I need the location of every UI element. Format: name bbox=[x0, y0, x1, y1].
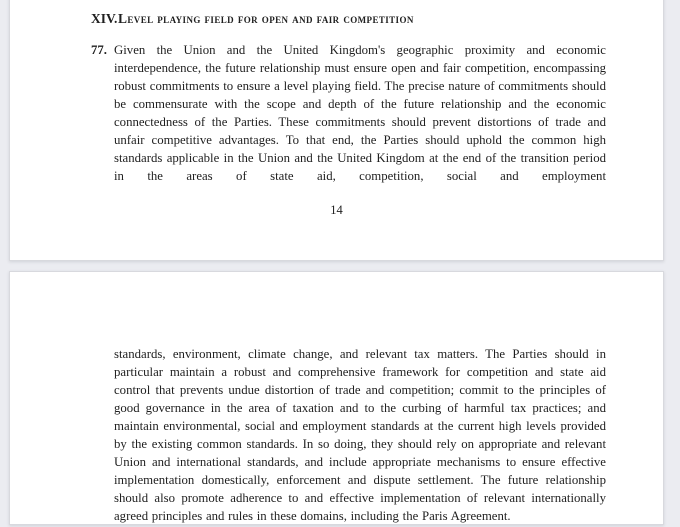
paragraph-77 bbox=[91, 41, 663, 185]
section-title: Level playing field for open and fair competition bbox=[118, 11, 414, 26]
continuation-paragraph: standards, environment, climate change, and relevant tax matters. The Parties should in particular maintain a robust and comprehensive framework for competition and state aid control that prevents undue distortion of trade and competition; commit to the principles of good governance in the area of taxation and to the curbing of harmful tax practices; and maintain environmental, social and employment standards at the current high levels provided by the existing common standards. In so doing, they should rely on appropriate and relevant Union and international standards, and include appropriate mechanisms to ensure effective implementation domestically, enforcement and dispute settlement. The future relationship should also promote adherence to and effective implementation of relevant internationally agreed principles and rules in these domains, including the Paris Agreement. bbox=[114, 347, 606, 523]
pdf-page-15 bbox=[9, 271, 664, 525]
paragraph-text: Given the Union and the United Kingdom's geographic proximity and economic interdependence, the future relationship must ensure open and fair competition, encompassing robust commitments to ensure a level playing field. The precise nature of commitments should be commensurate with the scope and depth of the future relationship and the economic connectedness of the Parties. These commitments should prevent distortions of trade and unfair competitive advantages. To that end, the Parties should uphold the common high standards applicable in the Union and the United Kingdom at the end of the transition period in the areas of state aid, competition, social and employment bbox=[114, 43, 606, 183]
section-number: XIV. bbox=[91, 11, 118, 26]
section-heading bbox=[91, 11, 663, 27]
paragraph-number: 77. bbox=[91, 43, 107, 57]
pdf-page-14 bbox=[9, 0, 664, 261]
page-number: 14 bbox=[330, 203, 343, 217]
